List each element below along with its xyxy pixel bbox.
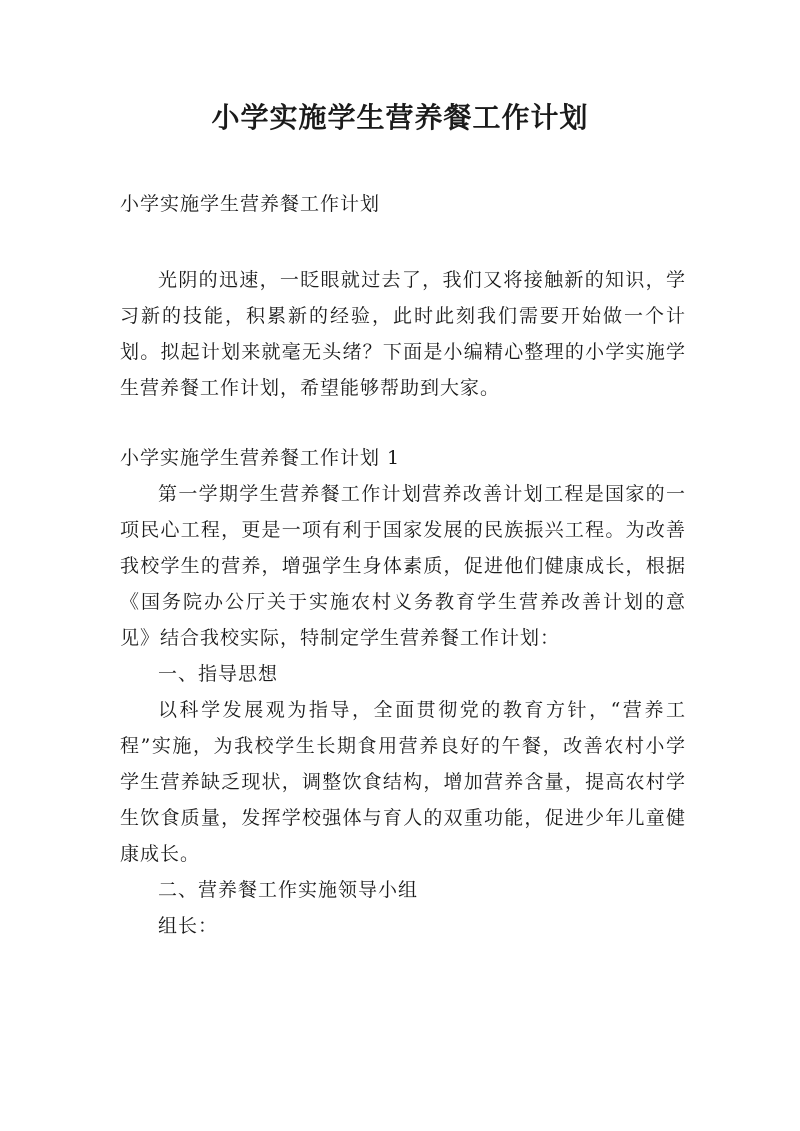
section-title: 小学实施学生营养餐工作计划 1 <box>120 447 401 469</box>
heading-leadership-group: 二、营养餐工作实施领导小组 <box>158 879 419 901</box>
document-body <box>120 186 686 944</box>
document-subtitle: 小学实施学生营养餐工作计划 <box>120 193 381 215</box>
heading-group-leader: 组长： <box>158 915 219 937</box>
intro-paragraph: 光阴的迅速，一眨眼就过去了，我们又将接触新的知识，学习新的技能，积累新的经验，此时此刻我们需要开始做一个计划。拟起计划来就毫无头绪？下面是小编精心整理的小学实施学生营养餐工作计划，希望能够帮助到大家。 <box>120 269 686 399</box>
body-paragraph-1: 第一学期学生营养餐工作计划营养改善计划工程是国家的一项民心工程，更是一项有利于国家发展的民族振兴工程。为改善我校学生的营养，增强学生身体素质，促进他们健康成长，根据《国务院办公厅关于实施农村义务教育学生营养改善计划的意见》结合我校实际，特制定学生营养餐工作计划： <box>120 483 686 649</box>
body-paragraph-2: 以科学发展观为指导，全面贯彻党的教育方针，“营养工程”实施，为我校学生长期食用营养良好的午餐，改善农村小学学生营养缺乏现状，调整饮食结构，增加营养含量，提高农村学生饮食质量，发挥学校强体与育人的双重功能，促进少年儿童健康成长。 <box>120 699 686 865</box>
page-title: 小学实施学生营养餐工作计划 <box>211 101 589 134</box>
heading-guiding-ideology: 一、指导思想 <box>158 663 279 685</box>
